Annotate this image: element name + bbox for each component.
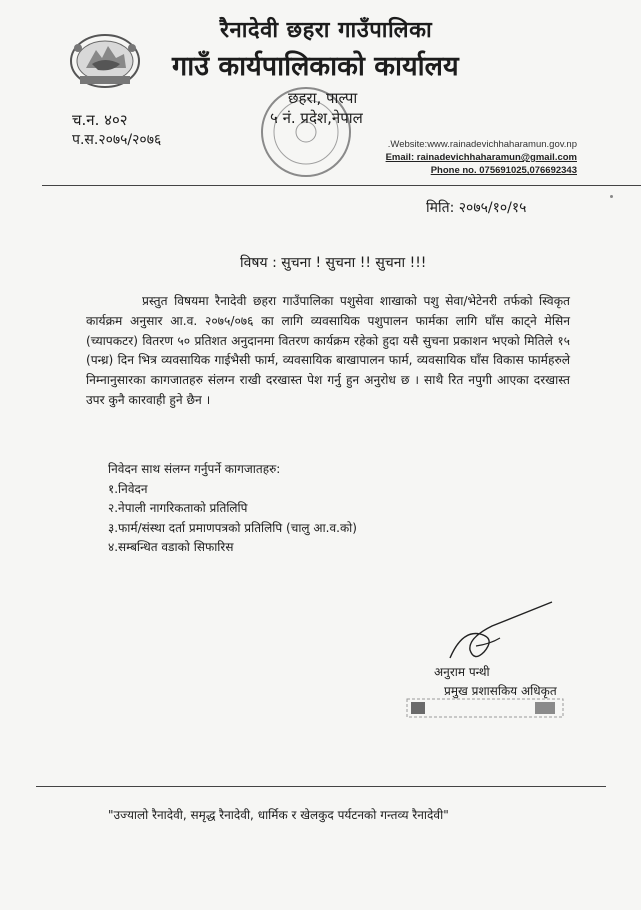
signatory-stamp-icon <box>405 693 565 721</box>
attachment-list <box>108 460 357 558</box>
list-item: २.नेपाली नागरिकताको प्रतिलिपि <box>108 501 248 516</box>
address-line-2: ५ नं. प्रदेश,नेपाल <box>270 109 363 127</box>
nepal-emblem-icon <box>66 28 144 90</box>
letter-date: मिति: २०७५/१०/१५ <box>426 200 527 216</box>
signatory-name: अनुराम पन्थी <box>434 665 490 679</box>
list-item: १.निवेदन <box>108 481 148 496</box>
fiscal-year: प.स.२०७५/२०७६ <box>72 132 162 148</box>
email-link[interactable]: Email: rainadevichhaharamun@gmail.com <box>385 152 577 163</box>
signatory-title: प्रमुख प्रशासकिय अधिकृत <box>444 684 557 698</box>
list-item: ४.सम्बन्धित वडाको सिफारिस <box>108 540 234 555</box>
website-link[interactable]: .Website:www.rainadevichhaharamun.gov.np <box>387 139 577 150</box>
office-title: गाउँ कार्यपालिकाको कार्यालय <box>172 51 459 82</box>
phone-number: Phone no. 075691025,076692343 <box>430 165 577 176</box>
footer-divider <box>36 786 606 787</box>
signature-icon <box>440 600 560 670</box>
list-item: ३.फार्म/संस्था दर्ता प्रमाणपत्रको प्रतिलिपि (चालु आ.व.को) <box>108 520 357 535</box>
letter-subject: विषय : सुचना ! सुचना !! सुचना !!! <box>240 255 427 271</box>
office-name: रैनादेवी छहरा गाउँपालिका <box>220 18 433 43</box>
header-divider <box>42 185 641 186</box>
reference-number: च.न. ४०२ <box>72 111 128 129</box>
attachment-heading: निवेदन साथ संलग्न गर्नुपर्ने कागजातहरु: <box>108 462 281 476</box>
contact-block <box>386 138 577 177</box>
scan-speck <box>610 195 613 198</box>
notice-body: प्रस्तुत विषयमा रैनादेवी छहरा गाउँपालिका पशुसेवा शाखाको पशु सेवा/भेटेनरी तर्फको स्विकृत कार्यक्रम अनुसार आ.व. २०७५/०७६ का लागि व्यवसायिक पशुपालन फार्मका लागि घाँस काट्ने मेसिन (च्यापकटर) वितरण ५० प्रतिशत अनुदानमा वितरण कार्यक्रम रहेको हुदा यसै सुचना प्रकाशन भएको मितिले १५ (पन्ध्र) दिन भित्र व्यवसायिक गाईभैसी फार्म, व्यवसायिक बाखापालन फार्म, व्यवसायिक घाँस विकास फार्महरुले निम्नानुसारका कागजातहरु संलग्न राखी दरखास्त पेश गर्नु हुन अनुरोध छ । साथै रित नपुगी आएका दरखास्त उपर कुनै कारवाही हुने छैन । <box>86 294 570 407</box>
address-line-1: छहरा, पाल्पा <box>288 89 358 107</box>
footer-motto: "उज्यालो रैनादेवी, समृद्ध रैनादेवी, धार्मिक र खेलकुद पर्यटनको गन्तव्य रैनादेवी" <box>108 808 449 822</box>
